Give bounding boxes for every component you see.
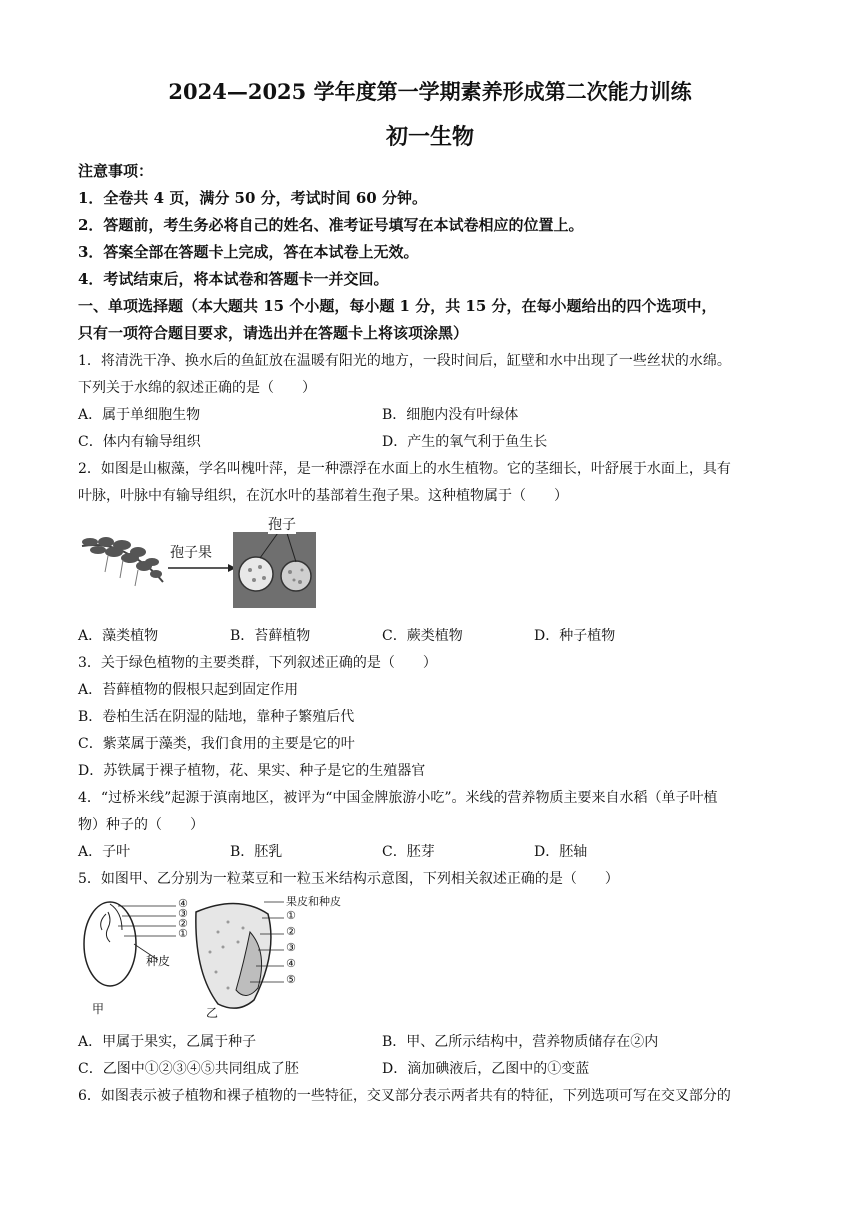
notice-item: 1．全卷共 4 页，满分 50 分，考试时间 60 分钟。	[78, 189, 427, 207]
question-stem: 2．如图是山椒藻，学名叫槐叶萍，是一种漂浮在水面上的水生植物。它的茎细长，叶舒展于水面上，具有	[78, 461, 731, 477]
figure-label: ①	[178, 927, 188, 940]
figure-label: ②	[178, 917, 188, 930]
option-c: C．紫菜属于藻类，我们食用的主要是它的叶	[78, 736, 355, 752]
figure-label: ③	[178, 907, 188, 920]
option-c: C．胚芽	[382, 844, 435, 860]
option-d: D．苏铁属于裸子植物，花、果实、种子是它的生殖器官	[78, 763, 426, 779]
figure-label-seed-coat: 种皮	[146, 954, 171, 968]
option-c: C．乙图中①②③④⑤共同组成了胚	[78, 1061, 299, 1077]
option-d: D．滴加碘液后，乙图中的①变蓝	[382, 1061, 590, 1077]
option-a: A．藻类植物	[78, 628, 159, 644]
section-heading-cont: 只有一项符合题目要求，请选出并在答题卡上将该项涂黑）	[78, 324, 469, 342]
figure-label: ⑤	[286, 973, 296, 986]
option-d: D．产生的氧气利于鱼生长	[382, 434, 548, 450]
question-stem: 下列关于水绵的叙述正确的是（ ）	[78, 380, 316, 396]
question-stem: 物）种子的（ ）	[78, 817, 204, 833]
section-heading: 一、单项选择题（本大题共 15 个小题，每小题 1 分，共 15 分，在每小题给出的四个选项中，	[78, 297, 717, 315]
option-a: A．甲属于果实，乙属于种子	[78, 1034, 257, 1050]
question-stem: 4．“过桥米线”起源于滇南地区，被评为“中国金牌旅游小吃”。米线的营养物质主要来自水稻（单子叶植	[78, 790, 718, 806]
notice-item: 2．答题前，考生务必将自己的姓名、准考证号填写在本试卷相应的位置上。	[78, 216, 584, 234]
option-b: B．苔藓植物	[230, 628, 311, 644]
question-stem: 3．关于绿色植物的主要类群，下列叙述正确的是（ ）	[78, 655, 437, 671]
figure-label: ③	[286, 941, 296, 954]
option-c: C．体内有输导组织	[78, 434, 201, 450]
figure-label: ②	[286, 925, 296, 938]
figure-label-pericarp: 果皮和种皮	[286, 895, 341, 908]
option-b: B．甲、乙所示结构中，营养物质储存在②内	[382, 1034, 659, 1050]
subject-title: 初一生物	[385, 124, 474, 150]
figure-label: ④	[178, 897, 188, 910]
question-stem: 1．将清洗干净、换水后的鱼缸放在温暖有阳光的地方，一段时间后，缸壁和水中出现了一些丝状的水绵。	[78, 353, 731, 369]
option-b: B．细胞内没有叶绿体	[382, 407, 519, 423]
question-stem: 5．如图甲、乙分别为一粒菜豆和一粒玉米结构示意图，下列相关叙述正确的是（ ）	[78, 871, 619, 887]
figure-label-spore: 孢子	[268, 514, 296, 534]
figure-label: ④	[286, 957, 296, 970]
figure-label: ①	[286, 909, 296, 922]
question-stem: 叶脉，叶脉中有输导组织，在沉水叶的基部着生孢子果。这种植物属于（ ）	[78, 488, 568, 504]
notice-item: 3．答案全部在答题卡上完成，答在本试卷上无效。	[78, 243, 419, 261]
figure-label-spore-fruit: 孢子果	[170, 545, 212, 561]
option-a: A．苔藓植物的假根只起到固定作用	[78, 682, 299, 698]
notice-heading: 注意事项：	[78, 162, 154, 180]
option-d: D．种子植物	[534, 628, 616, 644]
question-stem: 6．如图表示被子植物和裸子植物的一些特征，交叉部分表示两者共有的特征，下列选项可写在交叉部分的	[78, 1088, 731, 1104]
option-c: C．蕨类植物	[382, 628, 463, 644]
exam-title: 2024—2025 学年度第一学期素养形成第二次能力训练	[168, 79, 692, 104]
option-d: D．胚轴	[534, 844, 588, 860]
seed-structure-figure	[78, 892, 341, 1022]
option-b: B．卷柏生活在阴湿的陆地，靠种子繁殖后代	[78, 709, 355, 725]
option-b: B．胚乳	[230, 844, 283, 860]
notice-item: 4．考试结束后，将本试卷和答题卡一并交回。	[78, 270, 389, 288]
water-fern-figure	[78, 512, 318, 612]
figure-caption-yi: 乙	[206, 1006, 219, 1020]
figure-caption-jia: 甲	[92, 1002, 105, 1016]
option-a: A．属于单细胞生物	[78, 407, 201, 423]
option-a: A．子叶	[78, 844, 131, 860]
